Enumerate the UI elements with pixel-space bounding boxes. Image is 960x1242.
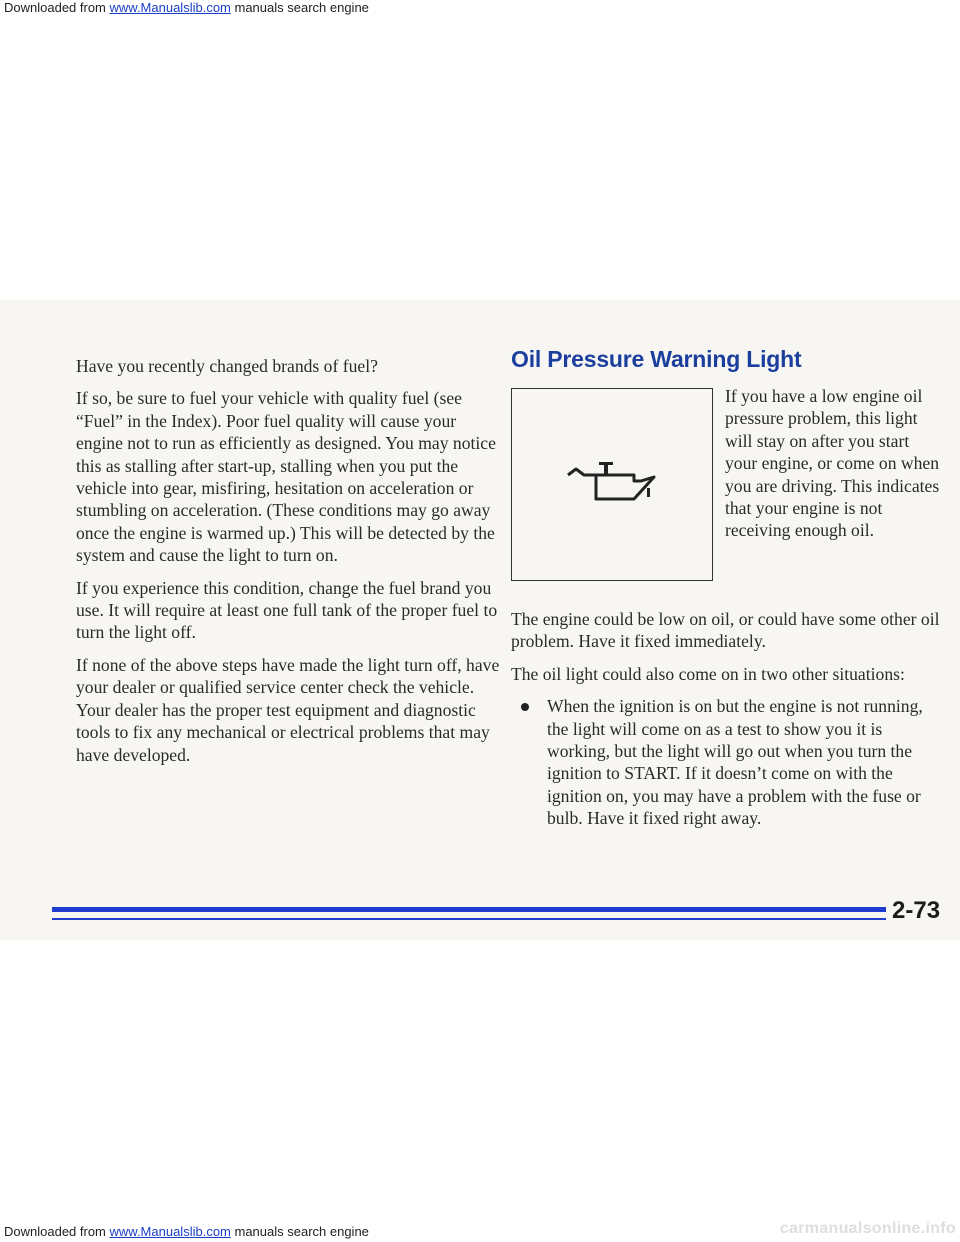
download-suffix: manuals search engine [230,1224,369,1239]
icon-row [511,388,941,588]
left-column [76,355,501,776]
rule-thick [52,907,886,912]
section-heading: Oil Pressure Warning Light [511,346,802,372]
right-column [511,344,941,830]
paragraph: If none of the above steps have made the light turn off, have your dealer or qualified service center check the vehicle. Your dealer has the proper test equipment and diagnostic tools to fix any mechanical or electrical problems that may have developed. [76,654,500,765]
page-number: 2-73 [892,897,941,924]
paragraph: The engine could be low on oil, or could have some other oil problem. Have it fixed immediately. [511,609,940,652]
download-prefix: Downloaded from [4,1224,110,1239]
oil-can-icon [565,459,661,505]
rule-thin [52,918,886,920]
bullet-icon [521,703,529,711]
download-prefix: Downloaded from [4,0,110,15]
paragraph: If so, be sure to fuel your vehicle with quality fuel (see “Fuel” in the Index). Poor fuel quality will cause your engine not to run as efficiently as designed. You may notice this as stalling after start-up, stalling when you put the vehicle into gear, misfiring, hesitation on acceleration or stumbling on acceleration. (These conditions may go away once the engine is warmed up.) This will be detected by the system and cause the light to turn on. [76,388,496,566]
warning-light-frame [511,388,713,581]
download-banner-top [4,0,369,15]
download-banner-bottom [4,1224,369,1239]
paragraph: If you experience this condition, change the fuel brand you use. It will require at least one full tank of the proper fuel to turn the light off. [76,577,498,643]
icon-description: If you have a low engine oil pressure problem, this light will stay on after you start your engine, or come on when you are driving. This indicates that your engine is not receiving enough oil. [725,386,940,541]
footer-rule [52,907,886,927]
paragraph: Have you recently changed brands of fuel? [76,356,378,376]
manualslib-link[interactable]: www.Manualslib.com [109,0,231,15]
manualslib-link[interactable]: www.Manualslib.com [109,1224,231,1239]
download-suffix: manuals search engine [230,0,369,15]
paragraph: The oil light could also come on in two other situations: [511,663,905,684]
watermark: carmanualsonline.info [779,1220,956,1237]
bullet-text: When the ignition is on but the engine is not running, the light will come on as a test to show you it is working, but the light will go out when you turn the ignition to START. If it doesn’t come on with the ignition on, you may have a problem with the fuse or bulb. Have it fixed right away. [547,696,923,829]
list-item [511,695,941,829]
